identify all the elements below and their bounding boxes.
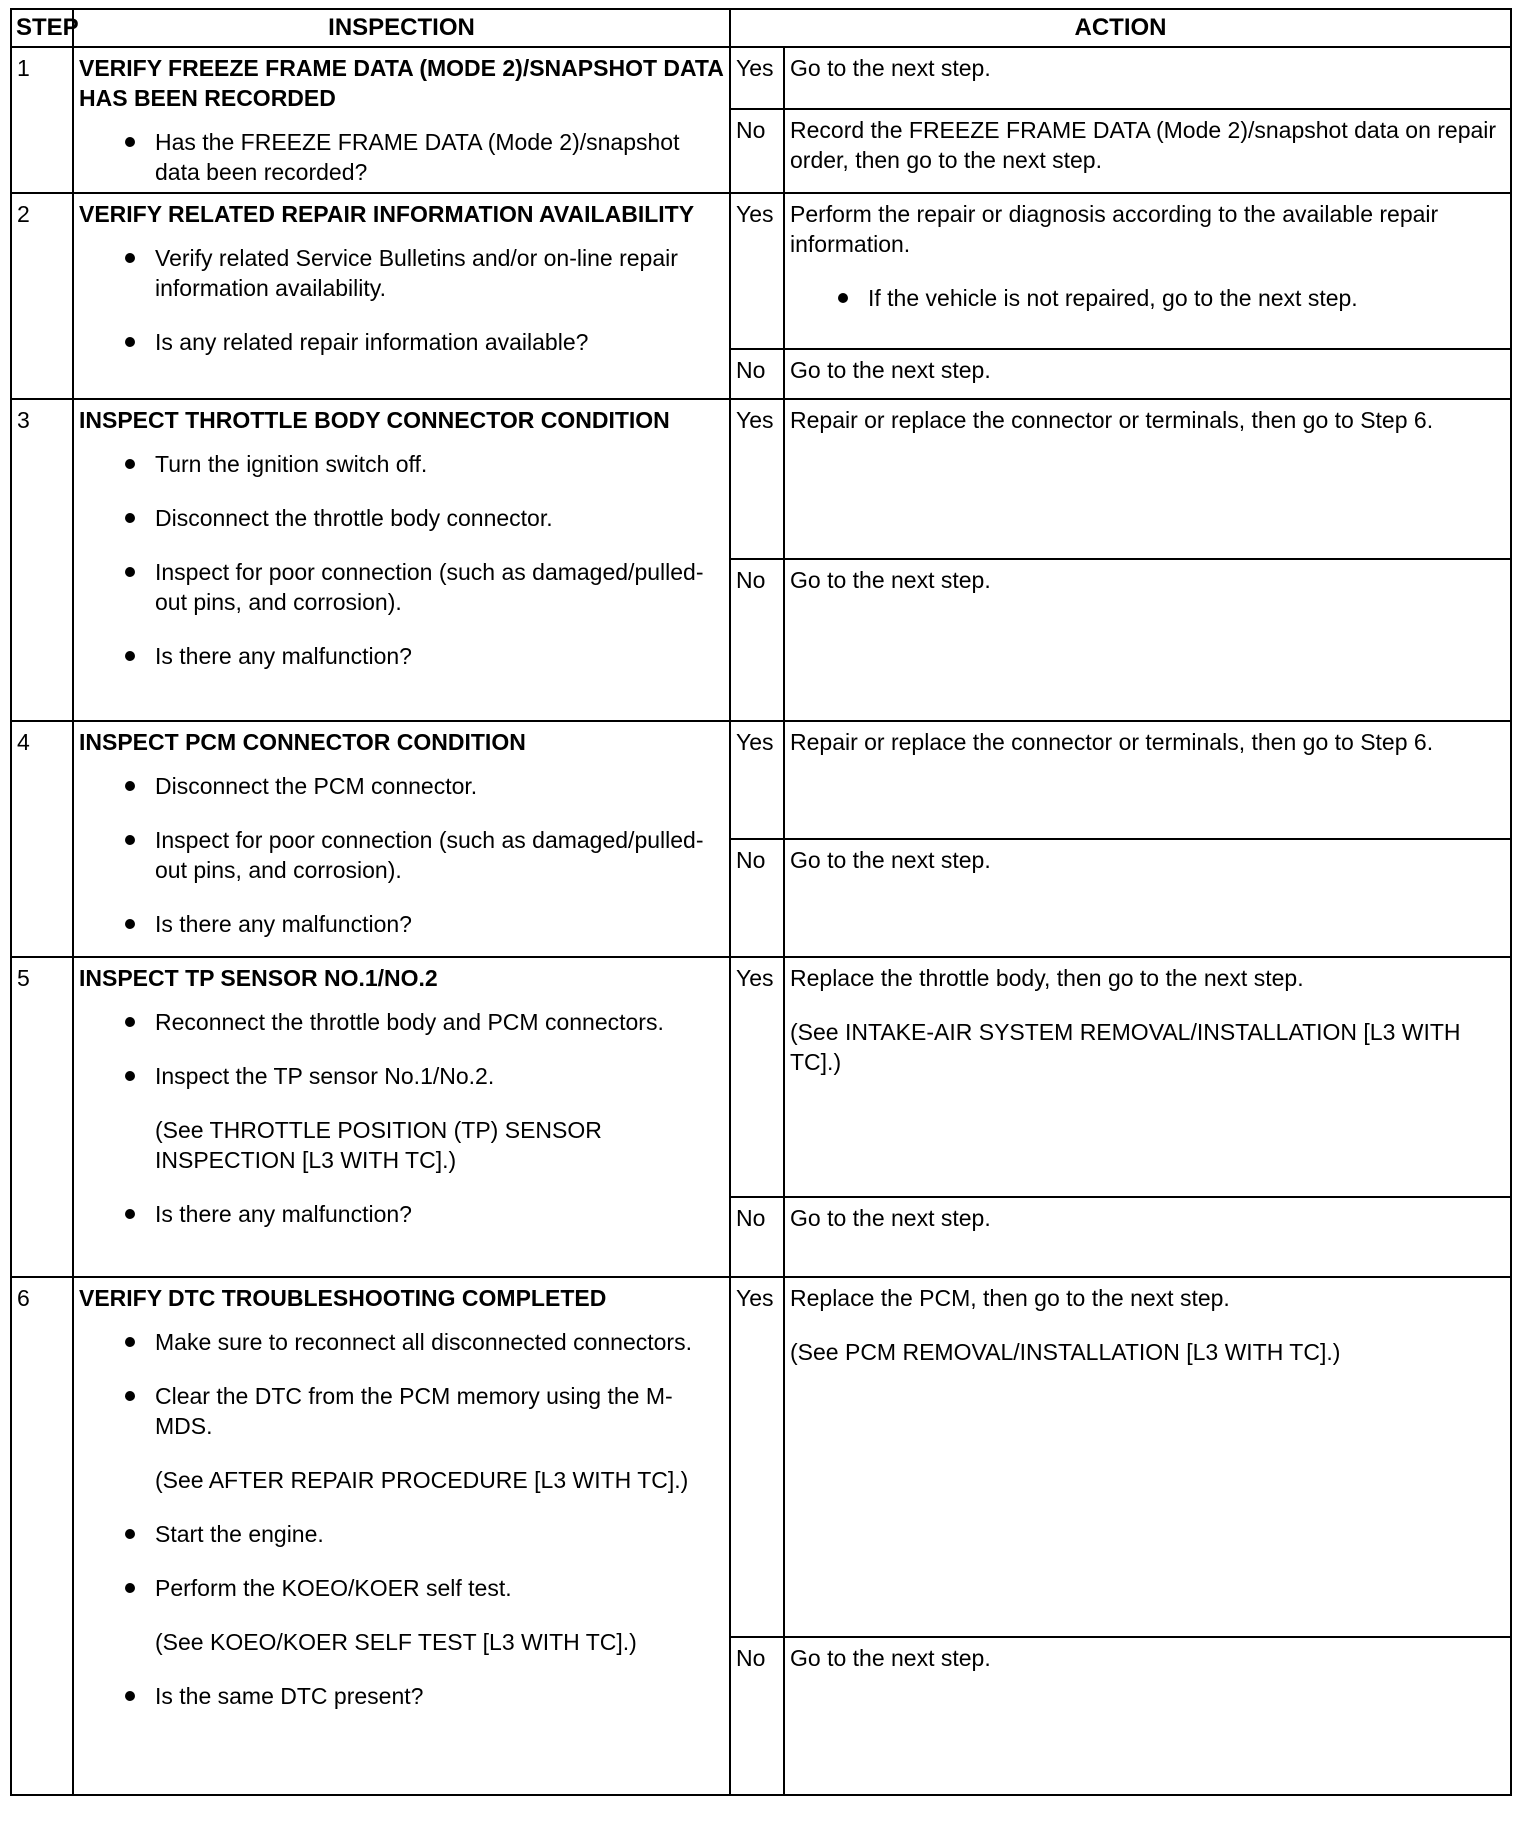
inspection-item <box>155 1573 724 1657</box>
step-title: INSPECT TP SENSOR NO.1/NO.2 <box>79 965 438 991</box>
no-action-text: Go to the next step. <box>790 847 991 873</box>
table-row <box>11 399 1511 559</box>
yes-action-cell <box>784 721 1511 839</box>
yes-action-text: Repair or replace the connector or terminals, then go to Step 6. <box>790 729 1434 755</box>
yes-action-text: Go to the next step. <box>790 55 991 81</box>
yes-label: Yes <box>730 399 784 559</box>
no-label: No <box>730 1637 784 1795</box>
step-number: 5 <box>11 957 73 1277</box>
step-title: VERIFY DTC TROUBLESHOOTING COMPLETED <box>79 1285 607 1311</box>
step-number: 4 <box>11 721 73 957</box>
no-label: No <box>730 1197 784 1277</box>
step-title: VERIFY FREEZE FRAME DATA (MODE 2)/SNAPSHOT DATA HAS BEEN RECORDED <box>79 55 724 111</box>
yes-action-cell <box>784 47 1511 109</box>
inspection-list <box>79 1007 724 1229</box>
header-inspection: INSPECTION <box>73 9 730 47</box>
inspection-item <box>155 1007 724 1037</box>
inspection-item-text: Turn the ignition switch off. <box>155 451 428 477</box>
inspection-reference: (See THROTTLE POSITION (TP) SENSOR INSPECTION [L3 WITH TC].) <box>155 1117 602 1173</box>
no-action-cell <box>784 1197 1511 1277</box>
inspection-item-text: Inspect for poor connection (such as damaged/pulled-out pins, and corrosion). <box>155 827 704 883</box>
step-number: 3 <box>11 399 73 721</box>
inspection-item-text: Make sure to reconnect all disconnected connectors. <box>155 1329 692 1355</box>
header-step: STEP <box>11 9 73 47</box>
inspection-item <box>155 557 724 617</box>
yes-action-list <box>790 283 1505 313</box>
no-action-text: Go to the next step. <box>790 357 991 383</box>
inspection-item <box>155 243 724 303</box>
no-action-text: Go to the next step. <box>790 567 991 593</box>
inspection-item-text: Start the engine. <box>155 1521 324 1547</box>
yes-label: Yes <box>730 193 784 349</box>
inspection-item-text: Has the FREEZE FRAME DATA (Mode 2)/snapshot data been recorded? <box>155 129 680 185</box>
step-title: VERIFY RELATED REPAIR INFORMATION AVAILABILITY <box>79 201 695 227</box>
no-label: No <box>730 349 784 399</box>
table-row <box>11 1277 1511 1637</box>
inspection-cell <box>73 1277 730 1795</box>
step-number: 2 <box>11 193 73 399</box>
yes-action-text: Replace the PCM, then go to the next step. <box>790 1285 1230 1311</box>
table-row <box>11 957 1511 1197</box>
no-label: No <box>730 559 784 721</box>
yes-label: Yes <box>730 1277 784 1637</box>
inspection-item <box>155 1327 724 1357</box>
inspection-item <box>155 503 724 533</box>
inspection-item-text: Reconnect the throttle body and PCM connectors. <box>155 1009 664 1035</box>
yes-action-cell <box>784 399 1511 559</box>
inspection-item-text: Verify related Service Bulletins and/or on-line repair information availability. <box>155 245 678 301</box>
no-action-cell <box>784 349 1511 399</box>
inspection-item-text: Is there any malfunction? <box>155 1201 412 1227</box>
no-label: No <box>730 109 784 193</box>
yes-label: Yes <box>730 721 784 839</box>
no-action-cell <box>784 109 1511 193</box>
yes-action-text: (See INTAKE-AIR SYSTEM REMOVAL/INSTALLATION [L3 WITH TC].) <box>790 1019 1461 1075</box>
inspection-item <box>155 327 724 357</box>
inspection-item-text: Perform the KOEO/KOER self test. <box>155 1575 512 1601</box>
no-action-text: Go to the next step. <box>790 1645 991 1671</box>
diagnostic-table <box>10 8 1512 1796</box>
inspection-item <box>155 771 724 801</box>
inspection-list <box>79 449 724 671</box>
inspection-reference: (See KOEO/KOER SELF TEST [L3 WITH TC].) <box>155 1629 637 1655</box>
diagnostic-procedure-page <box>10 8 1510 1796</box>
inspection-item <box>155 641 724 671</box>
inspection-item-text: Is there any malfunction? <box>155 643 412 669</box>
yes-label: Yes <box>730 957 784 1197</box>
inspection-item-text: Is the same DTC present? <box>155 1683 424 1709</box>
inspection-item <box>155 825 724 885</box>
table-row <box>11 721 1511 839</box>
table-row <box>11 47 1511 109</box>
no-action-cell <box>784 1637 1511 1795</box>
inspection-cell <box>73 193 730 399</box>
no-action-text: Go to the next step. <box>790 1205 991 1231</box>
yes-action-cell <box>784 957 1511 1197</box>
yes-action-cell <box>784 193 1511 349</box>
yes-label: Yes <box>730 47 784 109</box>
inspection-item-text: Disconnect the throttle body connector. <box>155 505 553 531</box>
inspection-item <box>155 449 724 479</box>
inspection-item <box>155 909 724 939</box>
no-action-cell <box>784 839 1511 957</box>
inspection-item-text: Is any related repair information available? <box>155 329 589 355</box>
step-number: 6 <box>11 1277 73 1795</box>
header-action: ACTION <box>730 9 1511 47</box>
inspection-item-text: Inspect for poor connection (such as damaged/pulled-out pins, and corrosion). <box>155 559 704 615</box>
table-header-row <box>11 9 1511 47</box>
step-title: INSPECT PCM CONNECTOR CONDITION <box>79 729 526 755</box>
step-number: 1 <box>11 47 73 193</box>
inspection-list <box>79 771 724 939</box>
inspection-item-text: Clear the DTC from the PCM memory using the M-MDS. <box>155 1383 673 1439</box>
inspection-item-text: Inspect the TP sensor No.1/No.2. <box>155 1063 495 1089</box>
table-row <box>11 193 1511 349</box>
inspection-item-text: Is there any malfunction? <box>155 911 412 937</box>
inspection-cell <box>73 721 730 957</box>
inspection-list <box>79 127 724 187</box>
yes-action-item: If the vehicle is not repaired, go to the next step. <box>868 283 1505 313</box>
inspection-item <box>155 1199 724 1229</box>
no-action-text: Record the FREEZE FRAME DATA (Mode 2)/snapshot data on repair order, then go to the next step. <box>790 117 1497 174</box>
inspection-item-text: Disconnect the PCM connector. <box>155 773 478 799</box>
yes-action-text: Replace the throttle body, then go to the next step. <box>790 965 1304 991</box>
inspection-list <box>79 243 724 357</box>
no-label: No <box>730 839 784 957</box>
inspection-item <box>155 1519 724 1549</box>
no-action-cell <box>784 559 1511 721</box>
inspection-item <box>155 1681 724 1711</box>
step-title: INSPECT THROTTLE BODY CONNECTOR CONDITION <box>79 407 670 433</box>
inspection-cell <box>73 957 730 1277</box>
inspection-item <box>155 1381 724 1495</box>
table-body <box>11 47 1511 1795</box>
inspection-reference: (See AFTER REPAIR PROCEDURE [L3 WITH TC].) <box>155 1467 689 1493</box>
inspection-cell <box>73 47 730 193</box>
inspection-cell <box>73 399 730 721</box>
yes-action-cell <box>784 1277 1511 1637</box>
inspection-list <box>79 1327 724 1711</box>
inspection-item <box>155 127 724 187</box>
yes-action-text: Repair or replace the connector or terminals, then go to Step 6. <box>790 407 1434 433</box>
yes-action-text: Perform the repair or diagnosis according to the available repair information. <box>790 201 1439 257</box>
yes-action-text: (See PCM REMOVAL/INSTALLATION [L3 WITH TC].) <box>790 1339 1341 1365</box>
inspection-item <box>155 1061 724 1175</box>
